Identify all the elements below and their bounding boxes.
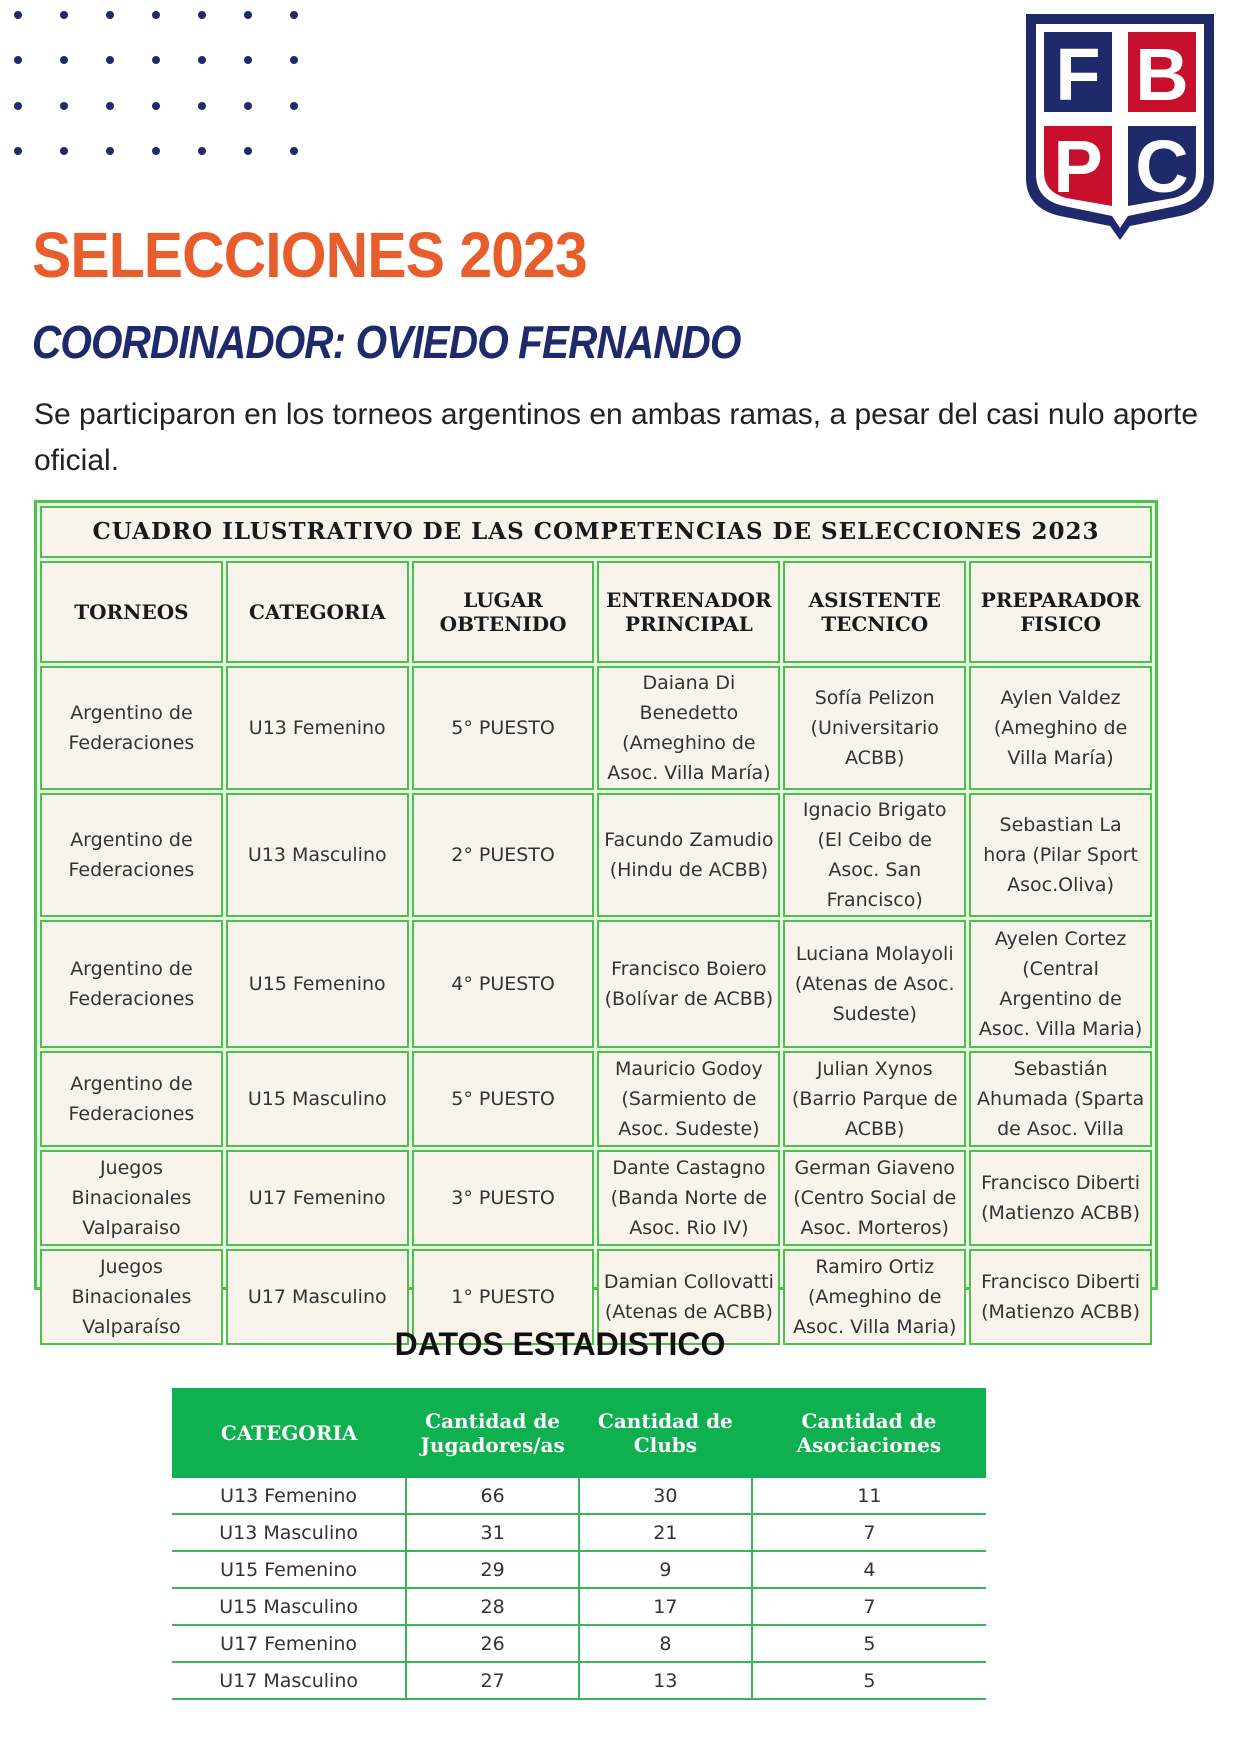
stats-cell: U17 Masculino bbox=[172, 1662, 406, 1699]
cell-torneo: Argentino de Federaciones bbox=[40, 666, 223, 790]
coordinator-subtitle: COORDINADOR: OVIEDO FERNANDO bbox=[32, 316, 741, 368]
col-torneos: TORNEOS bbox=[40, 561, 223, 663]
stats-cell: 66 bbox=[406, 1478, 579, 1514]
logo-letter-b: B bbox=[1135, 33, 1189, 116]
cell-lugar: 4° PUESTO bbox=[412, 920, 595, 1048]
stats-row bbox=[172, 1588, 986, 1625]
stats-col-clubs: Cantidad de Clubs bbox=[579, 1388, 752, 1478]
cell-preparador: Francisco Diberti (Matienzo ACBB) bbox=[969, 1249, 1152, 1345]
cell-entrenador: Facundo Zamudio (Hindu de ACBB) bbox=[597, 793, 780, 917]
cell-categoria: U15 Masculino bbox=[226, 1051, 409, 1147]
stats-cell: 30 bbox=[579, 1478, 752, 1514]
cell-lugar: 1° PUESTO bbox=[412, 1249, 595, 1345]
stats-cell: 28 bbox=[406, 1588, 579, 1625]
cell-entrenador: Dante Castagno (Banda Norte de Asoc. Rio IV) bbox=[597, 1150, 780, 1246]
table-row bbox=[40, 666, 1152, 790]
stats-cell: 31 bbox=[406, 1514, 579, 1551]
stats-cell: U17 Femenino bbox=[172, 1625, 406, 1662]
cell-preparador: Sebastian La hora (Pilar Sport Asoc.Oliva) bbox=[969, 793, 1152, 917]
stats-cell: 5 bbox=[752, 1662, 986, 1699]
stats-title: DATOS ESTADISTICO bbox=[394, 1326, 726, 1362]
cell-preparador: Sebastián Ahumada (Sparta de Asoc. Villa bbox=[969, 1051, 1152, 1147]
cell-asistente: Ramiro Ortiz (Ameghino de Asoc. Villa Maria) bbox=[783, 1249, 966, 1345]
cell-entrenador: Mauricio Godoy (Sarmiento de Asoc. Sudeste) bbox=[597, 1051, 780, 1147]
stats-col-categoria: CATEGORIA bbox=[172, 1388, 406, 1478]
stats-row bbox=[172, 1625, 986, 1662]
stats-cell: 26 bbox=[406, 1625, 579, 1662]
stats-cell: 17 bbox=[579, 1588, 752, 1625]
stats-row bbox=[172, 1514, 986, 1551]
cell-torneo: Juegos Binacionales Valparaíso bbox=[40, 1249, 223, 1345]
stats-cell: 8 bbox=[579, 1625, 752, 1662]
cell-torneo: Argentino de Federaciones bbox=[40, 920, 223, 1048]
cell-entrenador: Daiana Di Benedetto (Ameghino de Asoc. Villa María) bbox=[597, 666, 780, 790]
cell-categoria: U13 Masculino bbox=[226, 793, 409, 917]
cell-torneo: Argentino de Federaciones bbox=[40, 793, 223, 917]
stats-cell: 4 bbox=[752, 1551, 986, 1588]
stats-cell: 9 bbox=[579, 1551, 752, 1588]
cell-preparador: Aylen Valdez (Ameghino de Villa María) bbox=[969, 666, 1152, 790]
cell-entrenador: Francisco Boiero (Bolívar de ACBB) bbox=[597, 920, 780, 1048]
cell-asistente: Sofía Pelizon (Universitario ACBB) bbox=[783, 666, 966, 790]
stats-table bbox=[172, 1388, 986, 1700]
cell-torneo: Argentino de Federaciones bbox=[40, 1051, 223, 1147]
cell-asistente: Julian Xynos (Barrio Parque de ACBB) bbox=[783, 1051, 966, 1147]
stats-cell: 29 bbox=[406, 1551, 579, 1588]
stats-cell: 21 bbox=[579, 1514, 752, 1551]
cell-lugar: 3° PUESTO bbox=[412, 1150, 595, 1246]
fbpc-logo bbox=[1020, 8, 1220, 244]
stats-cell: 13 bbox=[579, 1662, 752, 1699]
table-row bbox=[40, 793, 1152, 917]
cell-lugar: 5° PUESTO bbox=[412, 666, 595, 790]
table-row bbox=[40, 1051, 1152, 1147]
logo-letter-p: P bbox=[1053, 125, 1103, 208]
cell-preparador: Francisco Diberti (Matienzo ACBB) bbox=[969, 1150, 1152, 1246]
col-entrenador: ENTRENADOR PRINCIPAL bbox=[597, 561, 780, 663]
cell-asistente: German Giaveno (Centro Social de Asoc. Morteros) bbox=[783, 1150, 966, 1246]
table-row bbox=[40, 920, 1152, 1048]
cell-categoria: U17 Femenino bbox=[226, 1150, 409, 1246]
cell-torneo: Juegos Binacionales Valparaiso bbox=[40, 1150, 223, 1246]
stats-row bbox=[172, 1662, 986, 1699]
cell-asistente: Luciana Molayoli (Atenas de Asoc. Sudeste) bbox=[783, 920, 966, 1048]
intro-paragraph: Se participaron en los torneos argentinos en ambas ramas, a pesar del casi nulo aporte oficial. bbox=[34, 398, 1199, 477]
stats-cell: U13 Femenino bbox=[172, 1478, 406, 1514]
competitions-table bbox=[34, 500, 1158, 1338]
logo-letter-f: F bbox=[1055, 33, 1101, 116]
cell-asistente: Ignacio Brigato (El Ceibo de Asoc. San Francisco) bbox=[783, 793, 966, 917]
stats-cell: 11 bbox=[752, 1478, 986, 1514]
cell-entrenador: Damian Collovatti (Atenas de ACBB) bbox=[597, 1249, 780, 1345]
col-lugar: LUGAR OBTENIDO bbox=[412, 561, 595, 663]
table-row bbox=[40, 1150, 1152, 1246]
cell-categoria: U15 Femenino bbox=[226, 920, 409, 1048]
cell-lugar: 5° PUESTO bbox=[412, 1051, 595, 1147]
cell-categoria: U13 Femenino bbox=[226, 666, 409, 790]
stats-cell: 7 bbox=[752, 1514, 986, 1551]
stats-cell: U13 Masculino bbox=[172, 1514, 406, 1551]
decorative-dots bbox=[10, 10, 310, 160]
stats-cell: 27 bbox=[406, 1662, 579, 1699]
stats-cell: 7 bbox=[752, 1588, 986, 1625]
col-preparador: PREPARADOR FISICO bbox=[969, 561, 1152, 663]
col-categoria: CATEGORIA bbox=[226, 561, 409, 663]
stats-row bbox=[172, 1478, 986, 1514]
cell-lugar: 2° PUESTO bbox=[412, 793, 595, 917]
page-title: SELECCIONES 2023 bbox=[32, 219, 587, 291]
stats-cell: U15 Femenino bbox=[172, 1551, 406, 1588]
cell-preparador: Ayelen Cortez (Central Argentino de Asoc. Villa Maria) bbox=[969, 920, 1152, 1048]
logo-letter-c: C bbox=[1135, 125, 1189, 208]
cell-categoria: U17 Masculino bbox=[226, 1249, 409, 1345]
competitions-caption: CUADRO ILUSTRATIVO DE LAS COMPETENCIAS DE SELECCIONES 2023 bbox=[40, 506, 1152, 558]
stats-cell: U15 Masculino bbox=[172, 1588, 406, 1625]
stats-cell: 5 bbox=[752, 1625, 986, 1662]
stats-row bbox=[172, 1551, 986, 1588]
stats-col-jugadores: Cantidad de Jugadores/as bbox=[406, 1388, 579, 1478]
stats-col-asociaciones: Cantidad de Asociaciones bbox=[752, 1388, 986, 1478]
col-asistente: ASISTENTE TECNICO bbox=[783, 561, 966, 663]
